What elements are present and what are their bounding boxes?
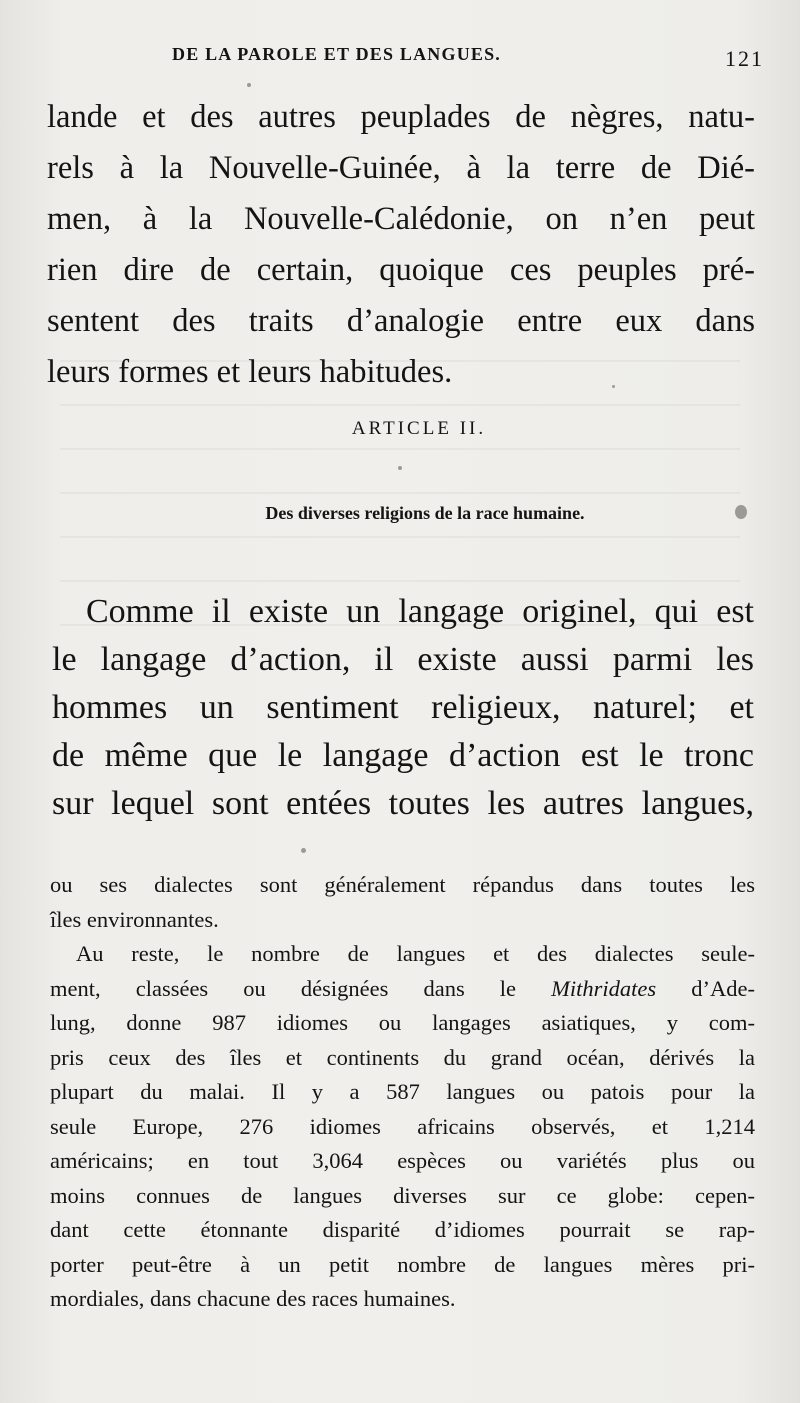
text-line: le langage d’action, il existe aussi parmi les bbox=[52, 641, 754, 678]
ink-speck bbox=[301, 848, 306, 853]
main-paragraph bbox=[52, 588, 754, 828]
text-line: lung, donne 987 idiomes ou langages asiatiques, y com- bbox=[50, 1010, 755, 1035]
text-line: îles environnantes. bbox=[50, 906, 219, 932]
text-line: pris ceux des îles et continents du grand océan, dérivés la bbox=[50, 1044, 755, 1070]
text-line: plupart du malai. Il y a 587 langues ou patois pour la bbox=[50, 1079, 755, 1104]
text-line: seule Europe, 276 idiomes africains observés, et 1,214 bbox=[50, 1113, 755, 1139]
top-paragraph bbox=[47, 92, 755, 398]
ink-speck bbox=[735, 505, 747, 519]
text-line: men, à la Nouvelle-Calédonie, on n’en peut bbox=[47, 201, 755, 237]
text-fragment: d’Ade- bbox=[656, 975, 755, 1001]
text-line: leurs formes et leurs habitudes. bbox=[47, 354, 453, 390]
text-line: sentent des traits d’analogie entre eux dans bbox=[47, 303, 755, 339]
running-title: DE LA PAROLE ET DES LANGUES. bbox=[172, 44, 502, 64]
article-subtitle: Des diverses religions de la race humaine. bbox=[265, 503, 585, 523]
page-header bbox=[0, 44, 800, 74]
text-line: hommes un sentiment religieux, naturel; et bbox=[52, 689, 754, 726]
text-line: rien dire de certain, quoique ces peuples pré- bbox=[47, 252, 755, 288]
italic-book-title: Mithridates bbox=[551, 975, 657, 1001]
text-line: Comme il existe un langage originel, qui est bbox=[86, 593, 754, 630]
text-line: lande et des autres peuplades de nègres, natu- bbox=[47, 99, 755, 135]
text-line: américains; en tout 3,064 espèces ou variétés plus ou bbox=[50, 1148, 755, 1173]
footnote-text bbox=[50, 868, 755, 1317]
text-line: sur lequel sont entées toutes les autres langues, bbox=[52, 785, 754, 822]
text-line: ou ses dialectes sont généralement répandus dans toutes les bbox=[50, 872, 755, 897]
ink-speck bbox=[612, 385, 615, 388]
text-line: dant cette étonnante disparité d’idiomes pourrait se rap- bbox=[50, 1217, 755, 1242]
text-line: moins connues de langues diverses sur ce globe: cepen- bbox=[50, 1182, 755, 1208]
ink-speck bbox=[247, 83, 251, 87]
ink-speck bbox=[398, 466, 402, 470]
text-line: mordiales, dans chacune des races humaines. bbox=[50, 1286, 456, 1311]
page-number: 121 bbox=[725, 46, 764, 71]
text-line: Au reste, le nombre de langues et des dialectes seule- bbox=[76, 941, 755, 966]
text-line-with-italic bbox=[50, 972, 755, 1007]
text-line: de même que le langage d’action est le tronc bbox=[52, 737, 754, 774]
article-heading: ARTICLE II. bbox=[351, 418, 487, 439]
text-line: porter peut-être à un petit nombre de langues mères pri- bbox=[50, 1251, 755, 1277]
text-line: rels à la Nouvelle-Guinée, à la terre de Dié- bbox=[47, 150, 755, 186]
text-fragment: ment, classées ou désignées dans le bbox=[50, 975, 552, 1001]
